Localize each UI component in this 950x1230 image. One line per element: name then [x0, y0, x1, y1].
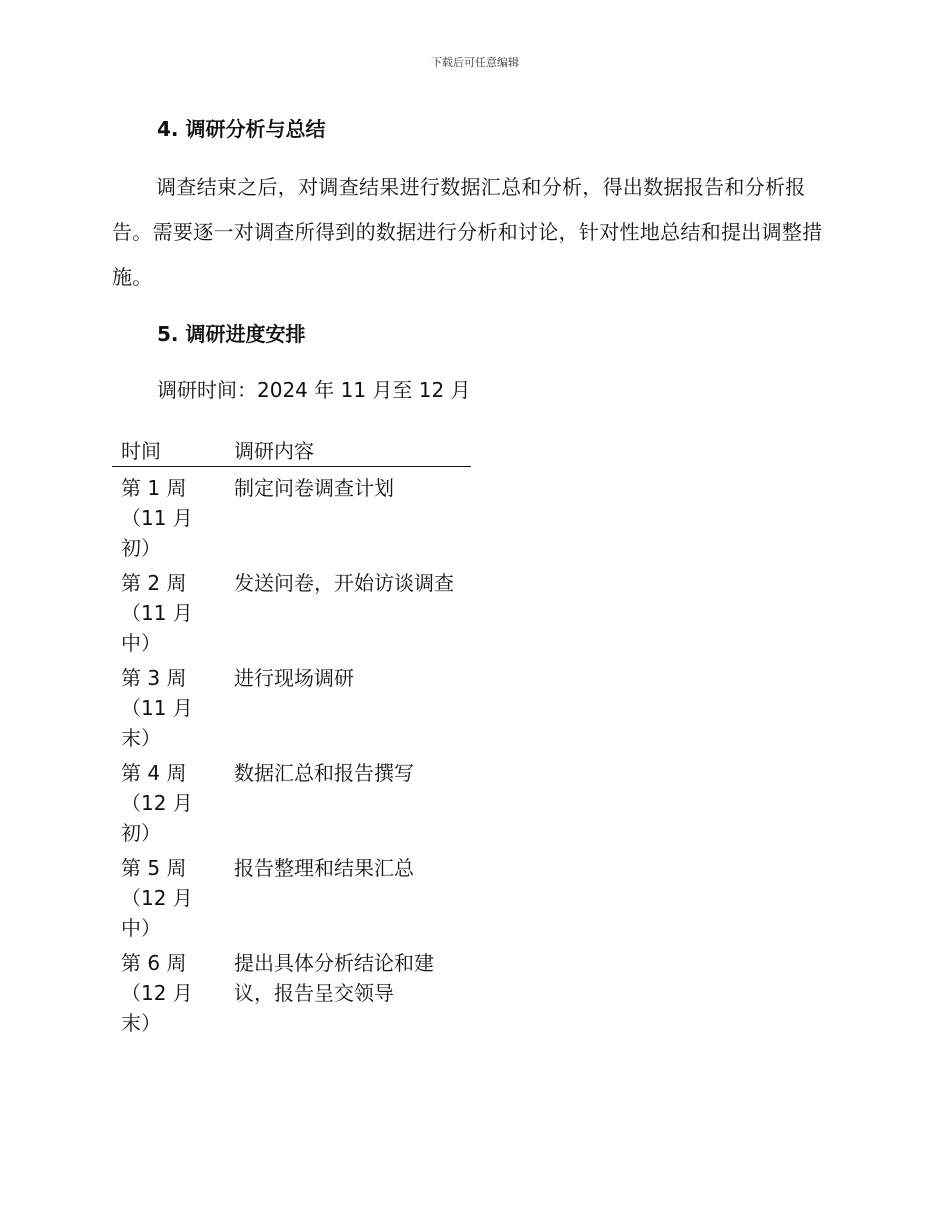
week-range: （12 月初） [121, 791, 193, 845]
table-row [112, 663, 471, 753]
week-label: 第 6 周 [121, 951, 187, 975]
week-label: 第 4 周 [121, 761, 187, 785]
content-cell: 发送问卷，开始访谈调查 [234, 571, 454, 595]
content-cell: 报告整理和结果汇总 [234, 856, 414, 880]
content-cell: 提出具体分析结论和建议，报告呈交领导 [234, 951, 434, 1005]
time-cell [112, 853, 222, 943]
section-4-paragraph: 调查结束之后，对调查结果进行数据汇总和分析，得出数据报告和分析报告。需要逐一对调查所得到的数据进行分析和讨论，针对性地总结和提出调整措施。 [112, 175, 823, 289]
table-row [112, 853, 471, 943]
table-row [112, 948, 471, 1038]
schedule-date-line: 调研时间：2024 年 11 月至 12 月 [157, 378, 471, 402]
section-5-heading: 5. 调研进度安排 [157, 322, 306, 346]
time-cell [112, 948, 222, 1038]
content-cell: 制定问卷调查计划 [234, 476, 394, 500]
schedule-table [112, 436, 471, 1038]
table-row [112, 758, 471, 848]
week-range: （11 月初） [121, 506, 193, 560]
table-body [112, 473, 471, 1038]
column-header-time: 时间 [121, 439, 161, 463]
time-cell [112, 758, 222, 848]
week-label: 第 2 周 [121, 571, 187, 595]
column-header-content: 调研内容 [234, 439, 314, 463]
table-row [112, 473, 471, 563]
time-cell [112, 473, 222, 563]
week-label: 第 1 周 [121, 476, 187, 500]
week-range: （11 月中） [121, 601, 193, 655]
week-range: （11 月末） [121, 696, 193, 750]
content-cell: 数据汇总和报告撰写 [234, 761, 414, 785]
table-header-row [112, 436, 471, 467]
content-cell: 进行现场调研 [234, 666, 354, 690]
table-row [112, 568, 471, 658]
time-cell [112, 568, 222, 658]
week-label: 第 3 周 [121, 666, 187, 690]
page-header: 下载后可任意编辑 [431, 56, 519, 69]
week-range: （12 月中） [121, 886, 193, 940]
week-range: （12 月末） [121, 981, 193, 1035]
week-label: 第 5 周 [121, 856, 187, 880]
time-cell [112, 663, 222, 753]
section-4-heading: 4. 调研分析与总结 [157, 117, 326, 141]
